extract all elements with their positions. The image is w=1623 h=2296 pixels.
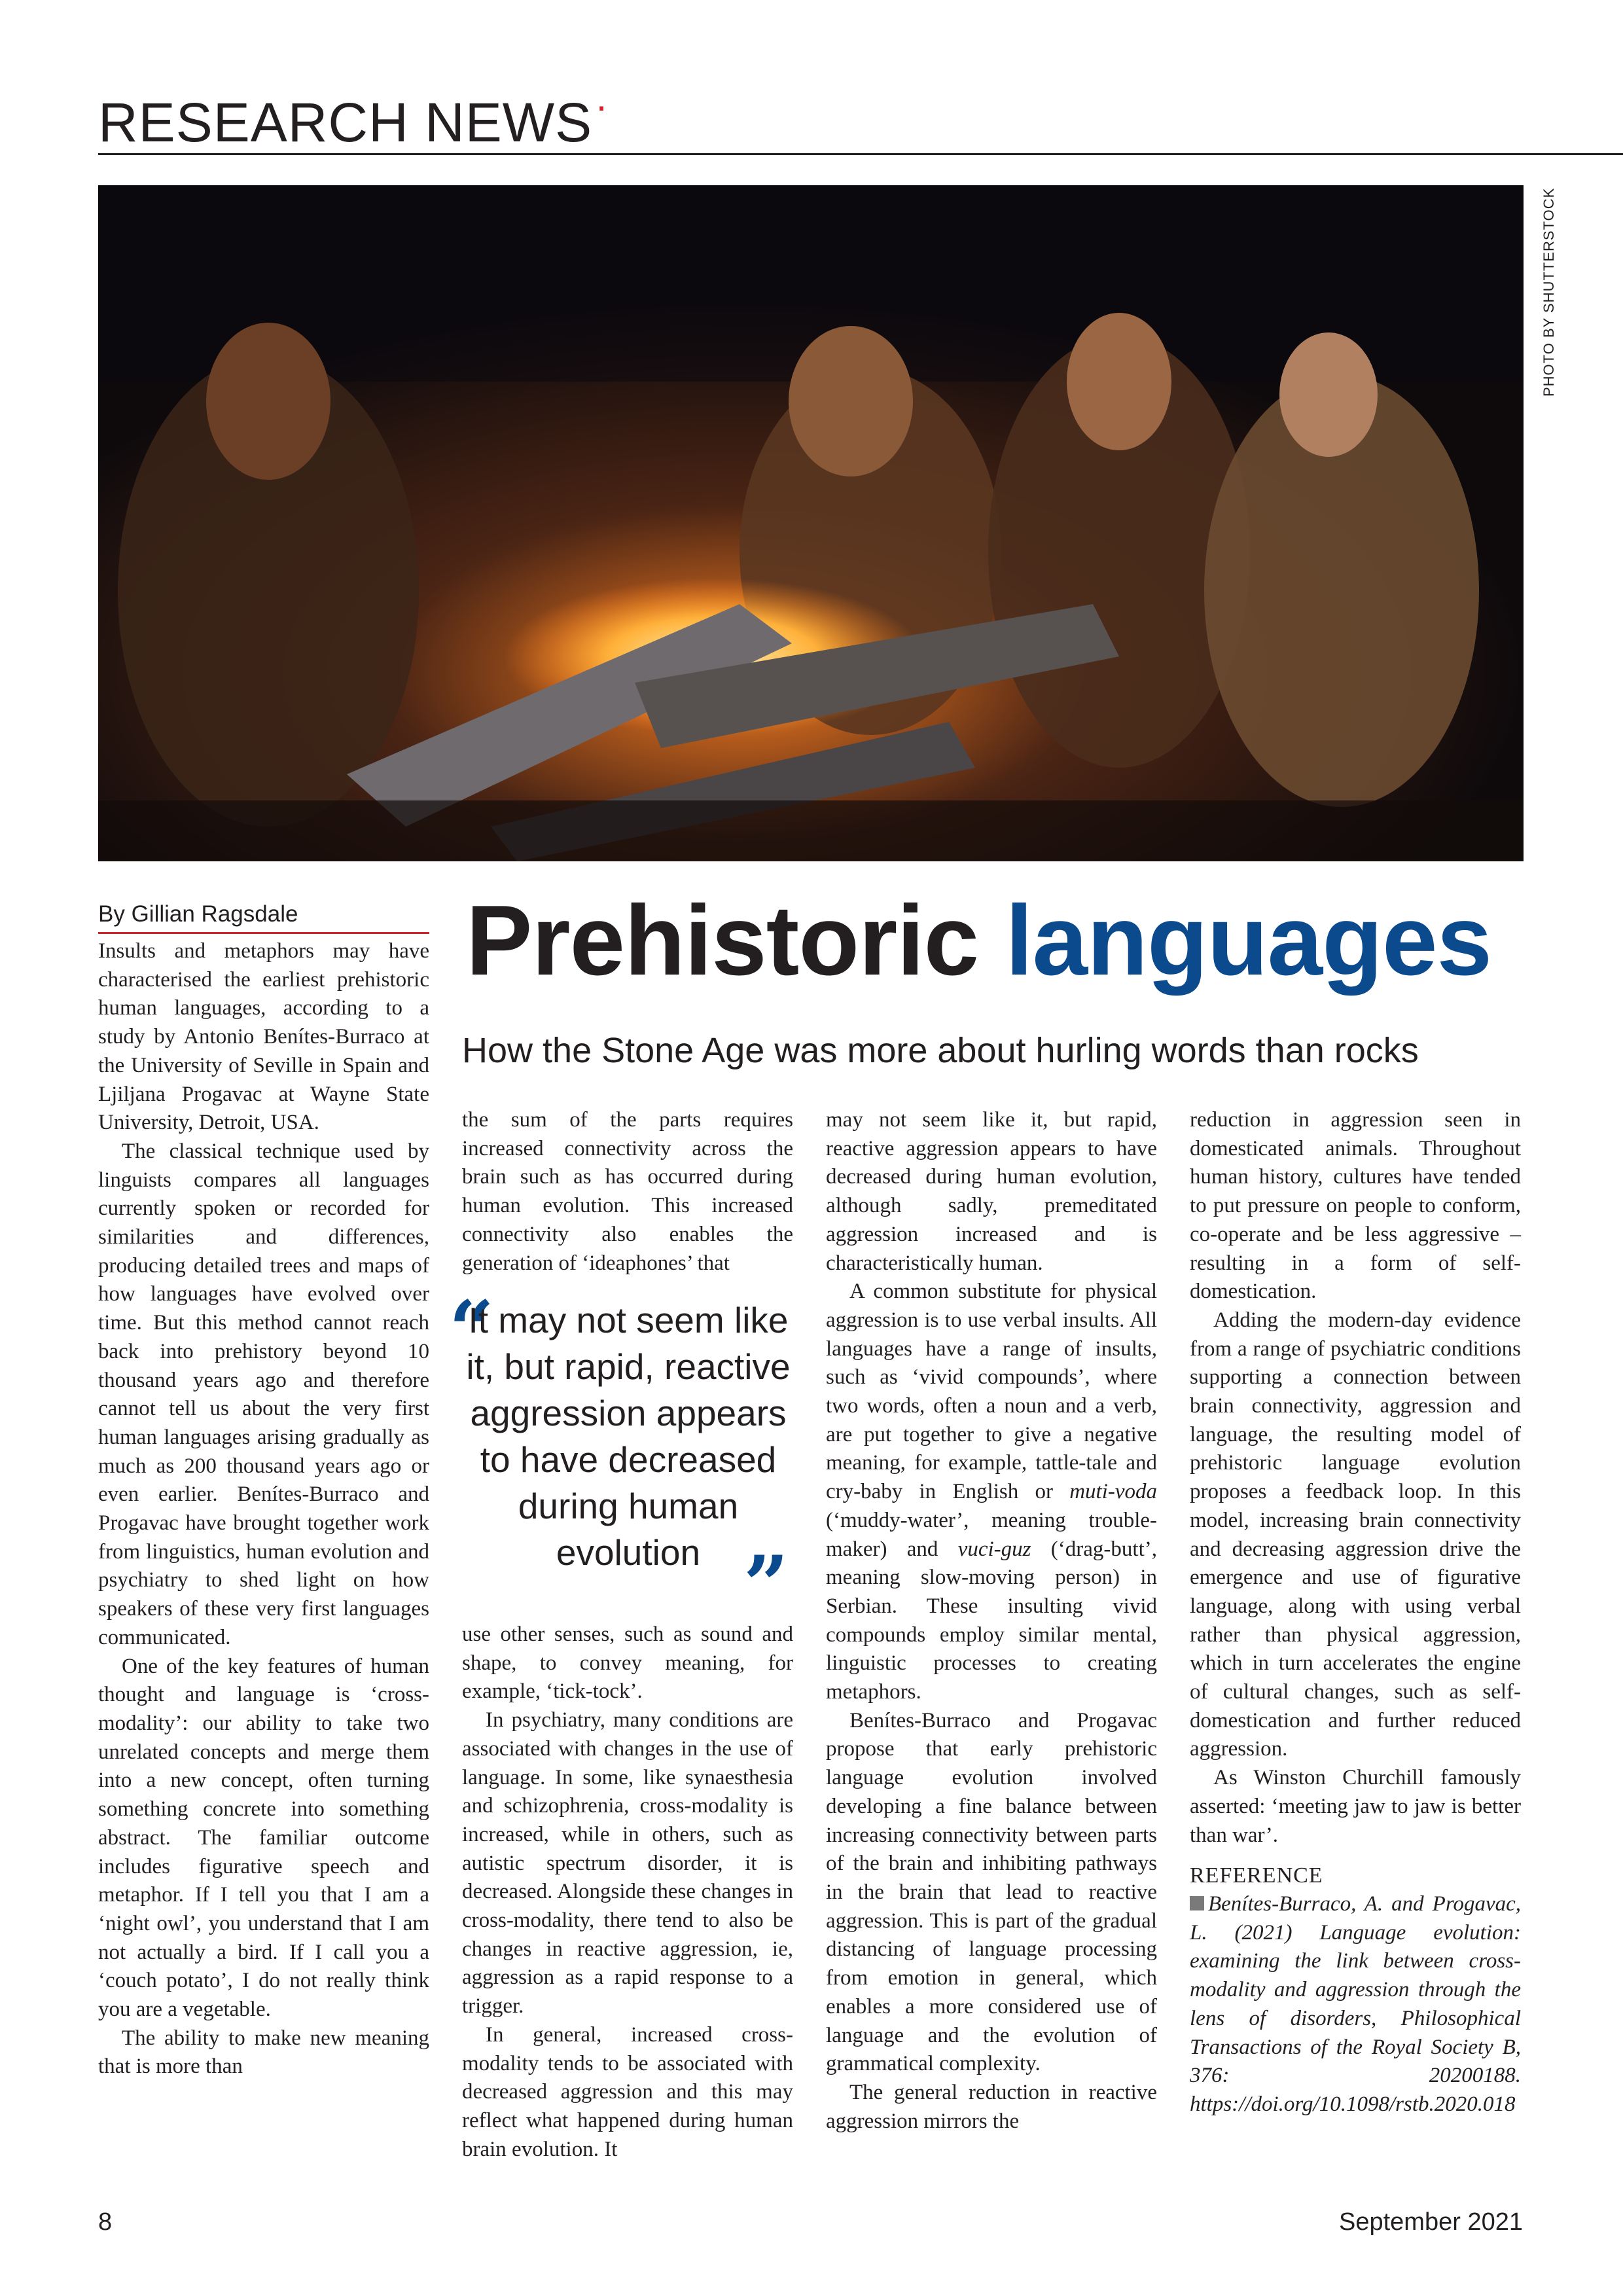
photo-credit: PHOTO BY SHUTTERSTOCK (1541, 187, 1557, 397)
text-run: (‘muddy-water’, meaning trouble-maker) and (826, 1508, 1157, 1561)
cave-fire-illustration (98, 185, 1524, 861)
pull-quote-close-mark: ” (743, 1539, 789, 1631)
paragraph: use other senses, such as sound and shape, to convey meaning, for example, ‘tick-tock’. (462, 1623, 793, 1704)
pull-quote-open-mark: “ (449, 1283, 495, 1376)
byline: By Gillian Ragsdale (98, 901, 298, 927)
paragraph (826, 1278, 1157, 1707)
serbian-term: muti-voda (1069, 1480, 1157, 1504)
subheadline: How the Stone Age was more about hurling words than rocks (462, 1031, 1419, 1070)
serbian-term: vuci-guz (957, 1537, 1031, 1561)
figure-right-head (1067, 313, 1171, 450)
body-column-3 (826, 1106, 1157, 2136)
figure-child-head (1279, 332, 1378, 457)
body-column-2-top (462, 1106, 793, 1278)
paragraph: reduction in aggression seen in domesticated animals. Throughout human history, cultures have tended to put pressure on people to conform, co-operate and be less aggressive – resulting in a form of self-domestication. (1190, 1108, 1521, 1304)
body-column-4 (1190, 1106, 1521, 2119)
section-title (98, 84, 609, 153)
paragraph: In psychiatry, many conditions are associated with changes in the use of language. In some, like synaesthesia and schizophrenia, cross-modality is increased, while in others, such as autistic spectrum disorder, it is decreased. Alongside these changes in cross-modality, there tend to also be changes in reactive aggression, ie, aggression as a rapid response to a trigger. (462, 1708, 793, 2018)
paragraph: The classical technique used by linguists compares all languages currently spoken or recorded for similarities and differences, producing detailed trees and maps of how languages have evolved over time. But this method cannot reach back into prehistory beyond 10 thousand years ago and therefore cannot tell us about the very first human languages arising gradually as much as 200 thousand years ago or even earlier. Benítes-Burraco and Progavac have brought together work from linguistics, human evolution and psychiatry to shed light on how speakers of these very first languages communicated. (98, 1139, 429, 1649)
header-divider (98, 153, 1623, 155)
issue-date: September 2021 (1339, 2208, 1523, 2236)
page-number: 8 (98, 2208, 113, 2236)
reference (1190, 1890, 1521, 2119)
pull-quote: It may not seem like it, but rapid, reactive aggression appears to have decreased during human evolution (466, 1300, 791, 1573)
figure-left-head (206, 323, 330, 480)
body-column-2-bottom (462, 1621, 793, 2164)
paragraph: Adding the modern-day evidence from a range of psychiatric conditions supporting a connection between brain connectivity, aggression and language, the resulting model of prehistoric language evolution proposes a feedback loop. In this model, increasing brain connectivity and decreasing aggression drive the emergence and use of figurative language, along with using verbal rather than physical aggression, which in turn accelerates the engine of cultural changes, such as self-domestication and further reduced aggression. (1190, 1308, 1521, 1761)
reference-text: Benítes-Burraco, A. and Progavac, L. (2021) Language evolution: examining the link between cross-modality and aggression through the lens of disorders, Philosophical Transactions of the Royal Society B, 376: 20200188. https://doi.org/10.1098/rstb.2020.018 (1190, 1892, 1521, 2116)
paragraph: Benítes-Burraco and Progavac propose that early prehistoric language evolution involved developing a fine balance between increasing connectivity between parts of the brain and inhibiting pathways in the brain that lead to reactive aggression. This is part of the gradual distancing of language processing from emotion in general, which enables a more considered use of language and the evolution of grammatical complexity. (826, 1708, 1157, 2076)
paragraph: The general reduction in reactive aggression mirrors the (826, 2080, 1157, 2133)
byline-divider (98, 932, 429, 934)
paragraph: As Winston Churchill famously asserted: ‘meeting jaw to jaw is better than war’. (1190, 1766, 1521, 1847)
figure-center-head (789, 326, 913, 476)
cover-photo (98, 185, 1524, 861)
text-run: A common substitute for physical aggression is to use verbal insults. All languages have a range of insults, such as ‘vivid compounds’, where two words, often a noun and a verb, are put together to give a negative meaning, for example, tattle-tale and cry-baby in English or (826, 1280, 1157, 1504)
paragraph: One of the key features of human thought and language is ‘cross-modality’: our ability to take two unrelated concepts and merge them into a new concept, often turning something concrete into something abstract. The familiar outcome includes figurative speech and metaphor. If I tell you that I am a ‘night owl’, you understand that I am not actually a bird. If I call you a ‘couch potato’, I do not really think you are a vegetable. (98, 1654, 429, 2022)
text-run: (‘drag-butt’, meaning slow-moving person) in Serbian. These insulting vivid compounds employ similar mental, linguistic processes to creating metaphors. (826, 1537, 1157, 1704)
bullet-square-icon (1190, 1896, 1204, 1910)
section-title-text: RESEARCH NEWS (98, 92, 593, 153)
section-title-mark: · (595, 84, 609, 128)
paragraph: may not seem like it, but rapid, reactive aggression appears to have decreased during human evolution, although sadly, premeditated aggression increased and is characteristically human. (826, 1108, 1157, 1275)
body-column-1 (98, 937, 429, 2081)
paragraph: the sum of the parts requires increased connectivity across the brain such as has occurred during human evolution. This increased connectivity also enables the generation of ‘ideaphones’ that (462, 1108, 793, 1275)
paragraph: The ability to make new meaning that is more than (98, 2026, 429, 2079)
reference-heading: REFERENCE (1190, 1863, 1323, 1888)
paragraph: In general, increased cross-modality tends to be associated with decreased aggression and this may reflect what happened during human brain evolution. It (462, 2022, 793, 2161)
headline-part2: languages (1005, 885, 1492, 996)
headline-part1: Prehistoric (466, 885, 1006, 996)
headline (466, 885, 1539, 996)
paragraph: Insults and metaphors may have characterised the earliest prehistoric human languages, according to a study by Antonio Benítes-Burraco at the University of Seville in Spain and Ljiljana Progavac at Wayne State University, Detroit, USA. (98, 939, 429, 1135)
